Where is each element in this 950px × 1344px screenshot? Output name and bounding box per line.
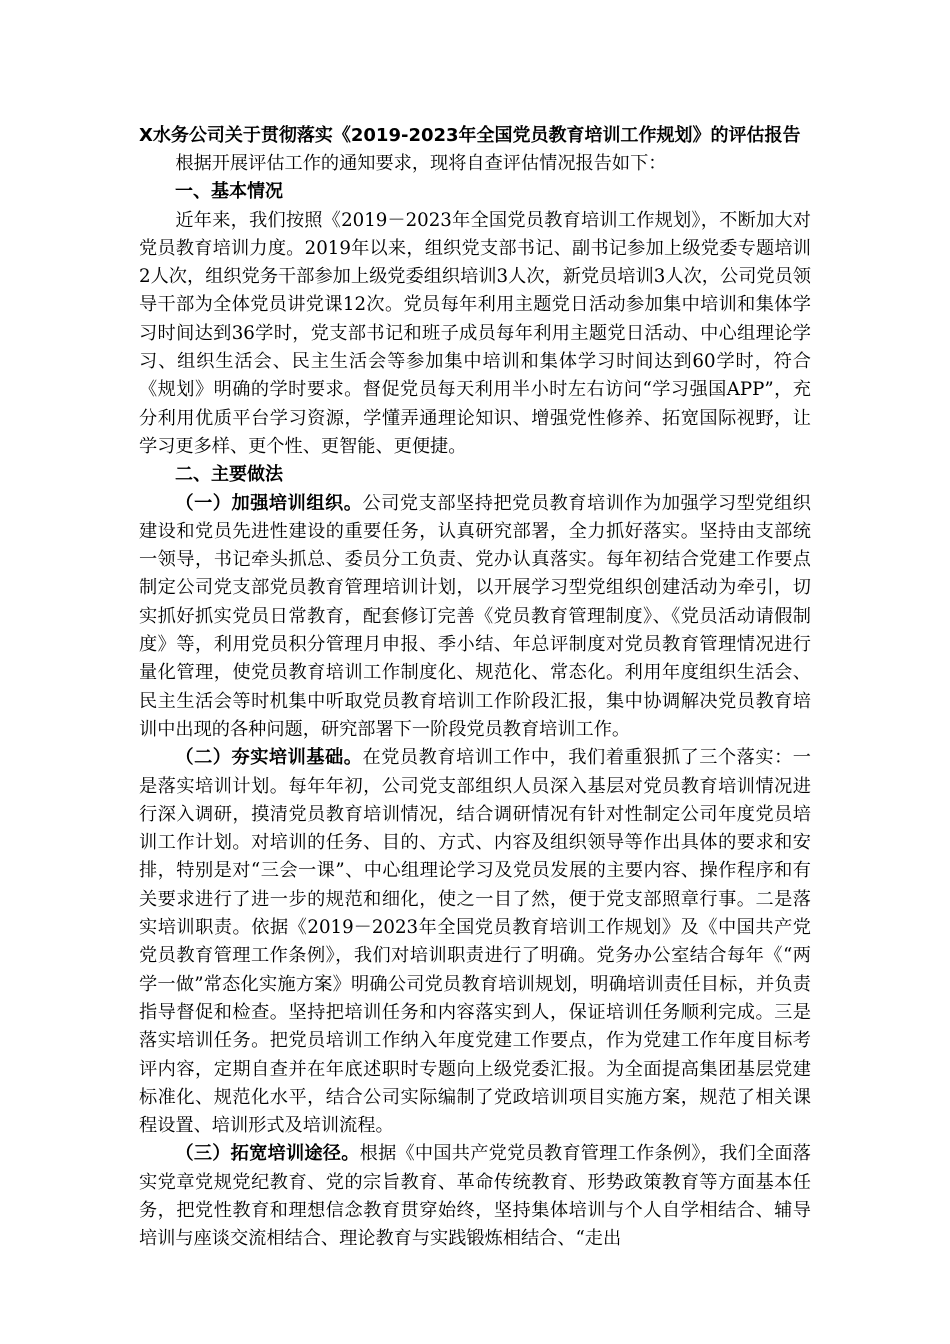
practice-lead-organization: （一）加强培训组织。 bbox=[175, 492, 363, 514]
practice-body-organization: 公司党支部坚持把党员教育培训作为加强学习型党组织建设和党员先进性建设的重要任务，认真研究部署，全力抓好落实。坚持由支部统一领导，书记牵头抓总、委员分工负责、党办认真落实。每年初结合党建工作要点制定公司党支部党员教育管理培训计划，以开展学习型党组织创建活动为牵引，切实抓好抓实党员日常教育，配套修订完善《党员教育管理制度》、《党员活动请假制度》等，利用党员积分管理月申报、季小结、年总评制度对党员教育管理情况进行量化管理，使党员教育培训工作制度化、规范化、常态化。利用年度组织生活会、民主生活会等时机集中听取党员教育培训工作阶段汇报，集中协调解决党员教育培训中出现的各种问题，研究部署下一阶段党员教育培训工作。 bbox=[139, 492, 811, 740]
report-page bbox=[139, 122, 811, 1254]
practice-body-channels: 根据《中国共产党党员教育管理工作条例》，我们全面落实党章党规党纪教育、党的宗旨教育、革命传统教育、形势政策教育等方面基本任务，把党性教育和理想信念教育贯穿始终，坚持集体培训与个人自学相结合、辅导培训与座谈交流相结合、理论教育与实践锻炼相结合、“走出 bbox=[139, 1143, 811, 1250]
practice-lead-channels: （三）拓宽培训途径。 bbox=[175, 1143, 360, 1165]
section-heading-main-practices: 二、主要做法 bbox=[175, 464, 283, 486]
practice-paragraph-channels bbox=[139, 1140, 811, 1253]
section-heading-basic-situation: 一、基本情况 bbox=[175, 181, 283, 203]
section-body-basic-situation: 近年来，我们按照《2019－2023年全国党员教育培训工作规划》，不断加大对党员教育培训力度。2019年以来，组织党支部书记、副书记参加上级党委专题培训2人次，组织党务干部参加上级党委组织培训3人次，新党员培训3人次，公司党员领导干部为全体党员讲党课12次。党员每年利用主题党日活动参加集中培训和集体学习时间达到36学时，党支部书记和班子成员每年利用主题党日活动、中心组理论学习、组织生活会、民主生活会等参加集中培训和集体学习时间达到60学时，符合《规划》明确的学时要求。督促党员每天利用半小时左右访问“学习强国APP”，充分利用优质平台学习资源，学懂弄通理论知识、增强党性修养、拓宽国际视野，让学习更多样、更个性、更智能、更便捷。 bbox=[139, 209, 811, 457]
practice-lead-foundation: （二）夯实培训基础。 bbox=[175, 747, 363, 769]
practice-paragraph-foundation bbox=[139, 744, 811, 1140]
practice-body-foundation: 在党员教育培训工作中，我们着重狠抓了三个落实：一是落实培训计划。每年年初，公司党支部组织人员深入基层对党员教育培训情况进行深入调研，摸清党员教育培训情况，结合调研情况有针对性制定公司年度党员培训工作计划。对培训的任务、目的、方式、内容及组织领导等作出具体的要求和安排，特别是对“三会一课”、中心组理论学习及党员发展的主要内容、操作程序和有关要求进行了进一步的规范和细化，使之一目了然，便于党支部照章行事。二是落实培训职责。依据《2019－2023年全国党员教育培训工作规划》及《中国共产党党员教育管理工作条例》，我们对培训职责进行了明确。党务办公室结合每年《“两学一做”常态化实施方案》明确公司党员教育培训规划，明确培训责任目标，并负责指导督促和检查。坚持把培训任务和内容落实到人，保证培训任务顺利完成。三是落实培训任务。把党员培训工作纳入年度党建工作要点，作为党建工作年度目标考评内容，定期自查并在年底述职时专题向上级党委汇报。为全面提高集团基层党建标准化、规范化水平，结合公司实际编制了党政培训项目实施方案，规范了相关课程设置、培训形式及培训流程。 bbox=[139, 747, 811, 1137]
document-title: X水务公司关于贯彻落实《2019-2023年全国党员教育培训工作规划》的评估报告 bbox=[139, 125, 801, 146]
practice-paragraph-organization bbox=[139, 490, 811, 745]
intro-paragraph: 根据开展评估工作的通知要求，现将自查评估情况报告如下： bbox=[175, 153, 667, 174]
